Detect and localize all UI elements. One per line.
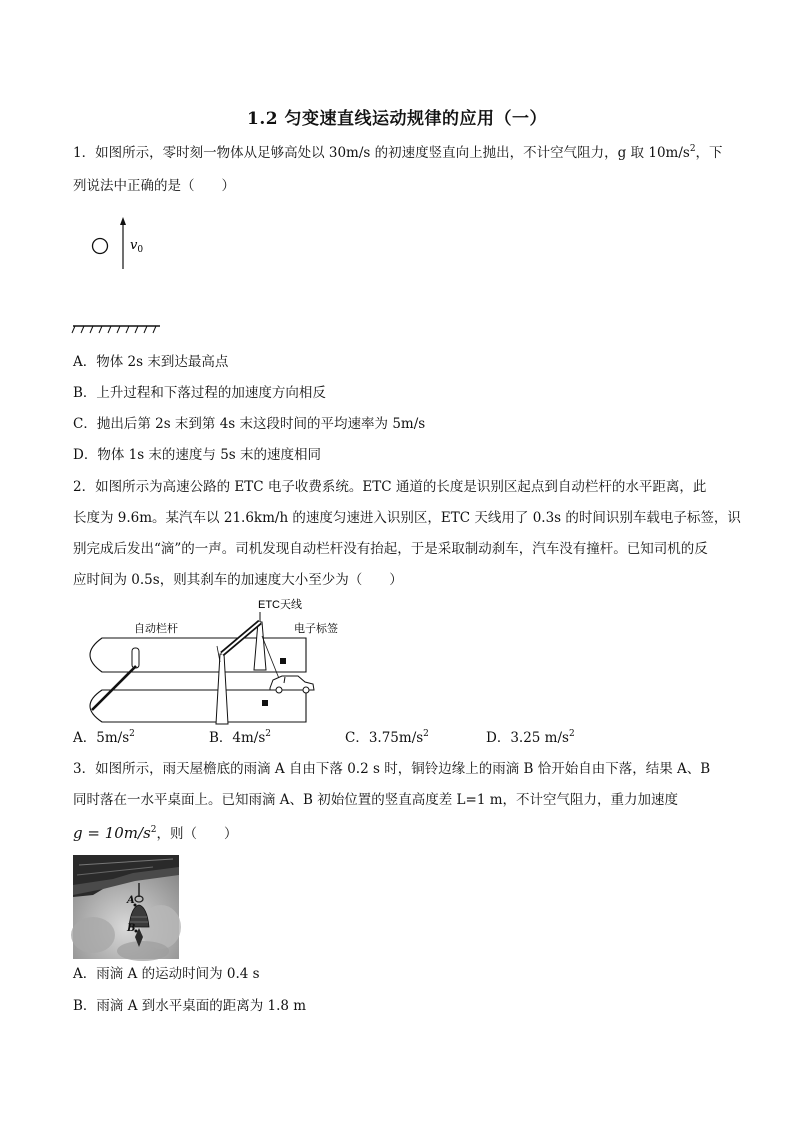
q2-stem-line-1: 2．如图所示为高速公路的 ETC 电子收费系统。ETC 通道的长度是识别区起点到自动栏杆的水平距离，此 (73, 479, 707, 495)
q2-option-d[interactable]: D．3.25 $m/s^2$ (486, 729, 575, 746)
q3-option-a[interactable]: A．雨滴 A 的运动时间为 0.4 s (73, 966, 260, 982)
q3-stem-line-1: 3．如图所示，雨天屋檐底的雨滴 A 自由下落 0.2 s 时，铜铃边缘上的雨滴 B 恰开始自由下落，结果 A、B (73, 761, 711, 777)
label-barrier: 自动栏杆 (134, 623, 178, 635)
q1-stem-line-1: 1．如图所示，零时刻一物体从足够高处以 30m/s 的初速度竖直向上抛出，不计空气阻力，g 取 $10m/s^2$，下 (73, 144, 723, 161)
q3-option-b[interactable]: B．雨滴 A 到水平桌面的距离为 1.8 m (73, 998, 307, 1014)
q1-option-d[interactable]: D．物体 1s 末的速度与 5s 末的速度相同 (73, 447, 322, 463)
tag-square-bottom (262, 700, 268, 706)
car-icon (270, 676, 314, 693)
barrier-post (132, 648, 139, 668)
ball-icon (93, 239, 108, 254)
page-title: 1.2 匀变速直线运动规律的应用（一） (247, 109, 547, 129)
q1-option-c[interactable]: C．抛出后第 2s 末到第 4s 末这段时间的平均速率为 5m/s (73, 416, 426, 432)
q1-option-a[interactable]: A．物体 2s 末到达最高点 (73, 354, 229, 370)
q2-option-c[interactable]: C．$3.75m/s^2$ (345, 729, 429, 746)
q2-stem-line-3: 别完成后发出“滴”的一声。司机发现自动栏杆没有抬起，于是采取制动刹车，汽车没有撞杆。已知司机的反 (73, 541, 708, 557)
label-antenna: ETC天线 (258, 599, 302, 611)
label-drop-b: B (127, 923, 136, 934)
q2-option-a[interactable]: A．$5m/s^2$ (73, 729, 135, 746)
q2-stem-line-2: 长度为 9.6m。某汽车以 21.6km/h 的速度匀速进入识别区，ETC 天线用了 0.3s 的时间识别车载电子标签，识 (73, 510, 741, 526)
velocity-label: $v_0$ (130, 238, 144, 255)
ground-hatch (72, 326, 156, 333)
q1-figure (70, 212, 170, 340)
q3-stem-line-3: $g = 10m/s^2$，则（ ） (73, 824, 238, 842)
label-tag: 电子标签 (294, 623, 338, 635)
q1-stem-line-2: 列说法中正确的是（ ） (73, 178, 235, 194)
q3-stem-line-2: 同时落在一水平桌面上。已知雨滴 A、B 初始位置的竖直高度差 L=1 m，不计空气阻力，重力加速度 (73, 792, 679, 808)
q2-etc-figure (72, 596, 338, 726)
q1-option-b[interactable]: B．上升过程和下落过程的加速度方向相反 (73, 385, 326, 401)
q3-photo (73, 855, 179, 959)
q2-option-b[interactable]: B．$4m/s^2$ (209, 729, 272, 746)
label-drop-a: A (127, 895, 135, 906)
gravity-formula: g = 10m/s (73, 824, 151, 842)
barrier-arm (92, 666, 136, 710)
q2-stem-line-4: 应时间为 0.5s，则其刹车的加速度大小至少为（ ） (73, 572, 403, 588)
tag-square-top (280, 658, 286, 664)
